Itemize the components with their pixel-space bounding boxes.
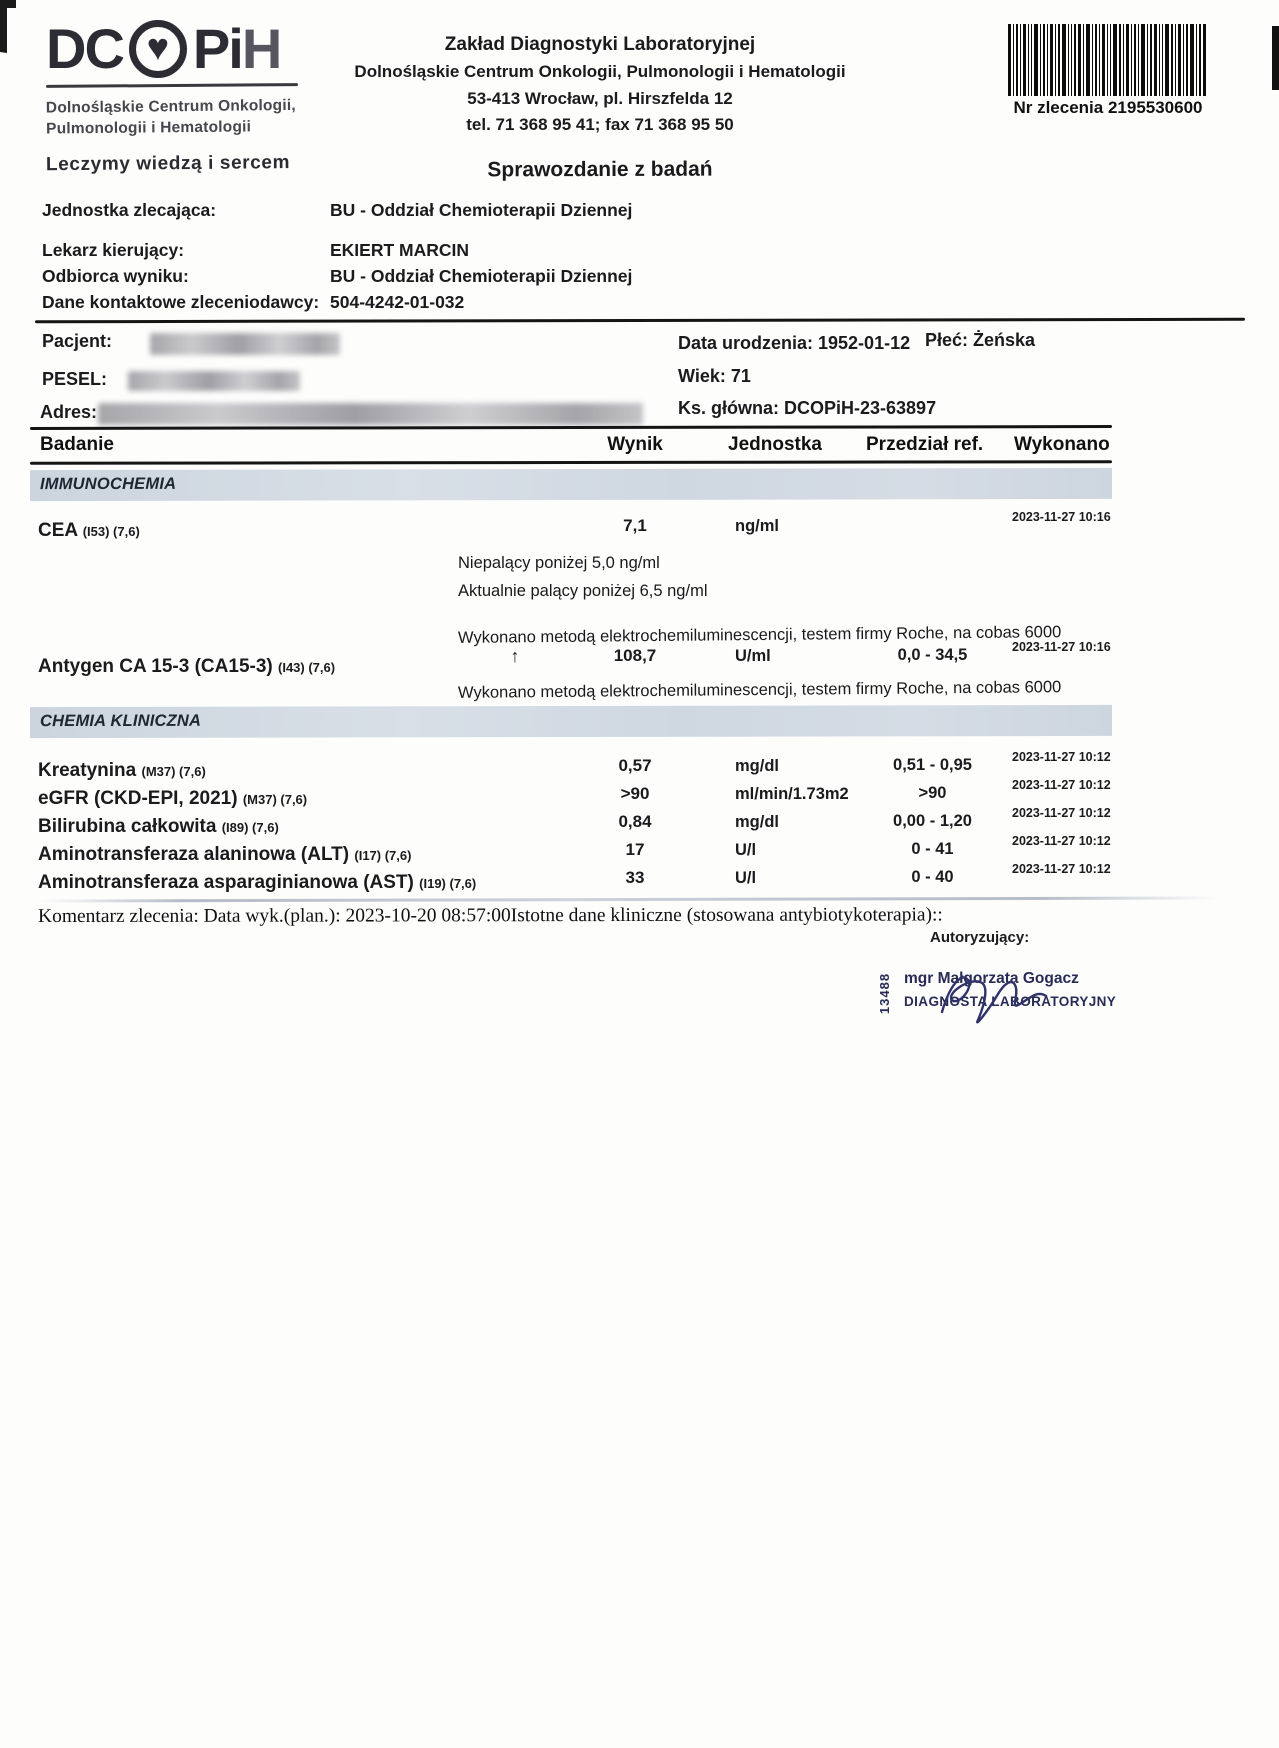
test-unit: U/l — [735, 841, 757, 859]
barcode-graphic — [1008, 24, 1208, 96]
authorizing-label: Autoryzujący: — [930, 929, 1030, 946]
test-result: >90 — [620, 784, 650, 803]
reference-note: Niepalący poniżej 5,0 ng/ml — [458, 554, 660, 572]
method-note: Wykonano metodą elektrochemiluminescencji, testem firmy Roche, na cobas 6000 — [457, 678, 1062, 702]
logo-text-right: PiH — [192, 17, 281, 80]
field-label: Lekarz kierujący: — [42, 240, 185, 260]
field-label: Dane kontaktowe zleceniodawcy: — [42, 292, 320, 312]
field-value: EKIERT MARCIN — [330, 240, 470, 260]
order-number: Nr zlecenia 2195530600 — [1013, 98, 1203, 117]
table-row — [0, 862, 1130, 898]
table-row-ca153 — [0, 640, 1130, 677]
logo-text-left: DC — [46, 17, 123, 80]
field-value: BU - Oddział Chemioterapii Dziennej — [330, 200, 633, 220]
test-ref-range: >90 — [918, 784, 947, 802]
test-performed: 2023-11-27 10:12 — [1012, 778, 1111, 792]
high-flag-icon: ↑ — [510, 646, 520, 666]
col-header-performed: Wykonano — [1014, 434, 1110, 455]
reference-note: Aktualnie palący poniżej 6,5 ng/ml — [458, 582, 708, 600]
stamp-name: mgr Małgorzata Gogacz — [904, 970, 1079, 987]
test-result: 108,7 — [613, 646, 657, 665]
test-performed: 2023-11-27 10:12 — [1012, 834, 1111, 848]
test-unit: U/l — [735, 869, 757, 887]
stamp-title: DIAGNOSTA LABORATORYJNY — [904, 994, 1117, 1009]
divider — [30, 425, 1112, 430]
signature-icon — [928, 954, 1088, 1032]
test-unit: ml/min/1.73m2 — [735, 785, 849, 803]
test-name: Kreatynina (M37) (7,6) — [38, 760, 206, 781]
logo-wordmark — [46, 17, 336, 80]
method-note: Wykonano metodą elektrochemiluminescencji, testem firmy Roche, na cobas 6000 — [457, 623, 1062, 647]
lab-phone: tel. 71 368 95 41; fax 71 368 95 50 — [466, 115, 734, 135]
authorization-stamp — [878, 958, 1148, 1048]
order-comment: Komentarz zlecenia: Data wyk.(plan.): 2023-10-20 08:57:00Istotne dane kliniczne (stosowana antybiotykoterapia):: — [37, 904, 943, 928]
patient-label: Pacjent: — [42, 331, 113, 351]
test-result: 0,84 — [618, 812, 652, 831]
birth-date: Data urodzenia: 1952-01-12 — [678, 333, 911, 353]
redacted-pesel — [128, 371, 300, 391]
table-row — [0, 778, 1130, 814]
heart-icon: ♥ — [129, 20, 187, 78]
col-header-unit: Jednostka — [728, 434, 822, 455]
hospital-logo — [45, 17, 336, 176]
field-label: Jednostka zlecająca: — [42, 200, 217, 220]
section-band-immunochemia: IMMUNOCHEMIA — [30, 468, 1112, 501]
divider — [30, 460, 1112, 465]
order-info-row — [42, 200, 942, 221]
test-result: 7,1 — [623, 516, 647, 535]
test-name: Antygen CA 15-3 (CA15-3) (I43) (7,6) — [38, 656, 336, 677]
test-ref-range: 0 - 41 — [911, 840, 954, 858]
col-header-result: Wynik — [607, 434, 663, 455]
table-row — [0, 806, 1130, 842]
test-name: CEA (I53) (7,6) — [38, 520, 140, 541]
lab-address-header — [300, 30, 900, 138]
scan-artifact — [1272, 26, 1279, 90]
test-unit: mg/dl — [735, 757, 779, 775]
logo-subtitle: Dolnośląskie Centrum Onkologii, Pulmonologii i Hematologii — [45, 96, 296, 138]
redacted-address — [98, 403, 643, 425]
order-info-row — [42, 266, 942, 287]
test-ref-range: 0 - 40 — [911, 868, 954, 886]
lab-address: 53-413 Wrocław, pl. Hirszfelda 12 — [467, 88, 733, 108]
order-info-row — [42, 240, 942, 261]
test-performed: 2023-11-27 10:12 — [1012, 750, 1111, 764]
field-value: BU - Oddział Chemioterapii Dziennej — [330, 266, 633, 286]
field-value: 504-4242-01-032 — [330, 292, 465, 312]
section-band-chemia-kliniczna: CHEMIA KLINICZNA — [30, 705, 1112, 738]
logo-underline — [46, 83, 298, 88]
table-row-cea — [0, 510, 1130, 546]
test-name: Aminotransferaza alaninowa (ALT) (I17) (7,6) — [38, 844, 412, 865]
sex: Płeć: Żeńska — [925, 330, 1036, 350]
test-name: Aminotransferaza asparaginianowa (AST) (I19) (7,6) — [38, 872, 477, 893]
table-row — [0, 834, 1130, 870]
redacted-patient-name — [150, 333, 340, 355]
report-title: Sprawozdanie z badań — [487, 157, 713, 182]
test-unit: U/ml — [735, 647, 771, 665]
test-name: Bilirubina całkowita (I89) (7,6) — [38, 816, 279, 837]
test-performed: 2023-11-27 10:12 — [1012, 806, 1111, 820]
order-barcode — [1000, 24, 1216, 118]
lab-org: Dolnośląskie Centrum Onkologii, Pulmonologii i Hematologii — [354, 62, 846, 82]
test-ref-range: 0,00 - 1,20 — [893, 812, 972, 830]
scan-artifact — [0, 0, 16, 8]
lab-name: Zakład Diagnostyki Laboratoryjnej — [444, 34, 756, 55]
col-header-ref: Przedział ref. — [866, 434, 984, 455]
test-performed: 2023-11-27 10:16 — [1012, 510, 1111, 524]
address-label: Adres: — [40, 402, 98, 422]
age: Wiek: 71 — [678, 366, 751, 386]
test-name: eGFR (CKD-EPI, 2021) (M37) (7,6) — [38, 788, 308, 809]
stamp-number: 13488 — [877, 972, 893, 1015]
test-performed: 2023-11-27 10:12 — [1012, 862, 1111, 876]
test-ref-range: 0,51 - 0,95 — [893, 756, 972, 774]
col-header-test: Badanie — [40, 434, 114, 455]
test-result: 33 — [625, 868, 645, 887]
test-performed: 2023-11-27 10:16 — [1012, 640, 1111, 654]
pesel-label: PESEL: — [42, 369, 108, 389]
test-result: 17 — [625, 840, 645, 859]
test-unit: ng/ml — [735, 517, 779, 535]
order-info-row — [42, 292, 942, 313]
table-row — [0, 750, 1130, 786]
logo-motto: Leczymy wiedzą i sercem — [45, 151, 291, 176]
field-label: Odbiorca wyniku: — [42, 266, 189, 286]
test-result: 0,57 — [618, 756, 652, 775]
main-book-number: Ks. główna: DCOPiH-23-63897 — [678, 398, 937, 418]
test-ref-range: 0,0 - 34,5 — [897, 646, 968, 664]
divider — [35, 318, 1245, 324]
test-unit: mg/dl — [735, 813, 779, 831]
